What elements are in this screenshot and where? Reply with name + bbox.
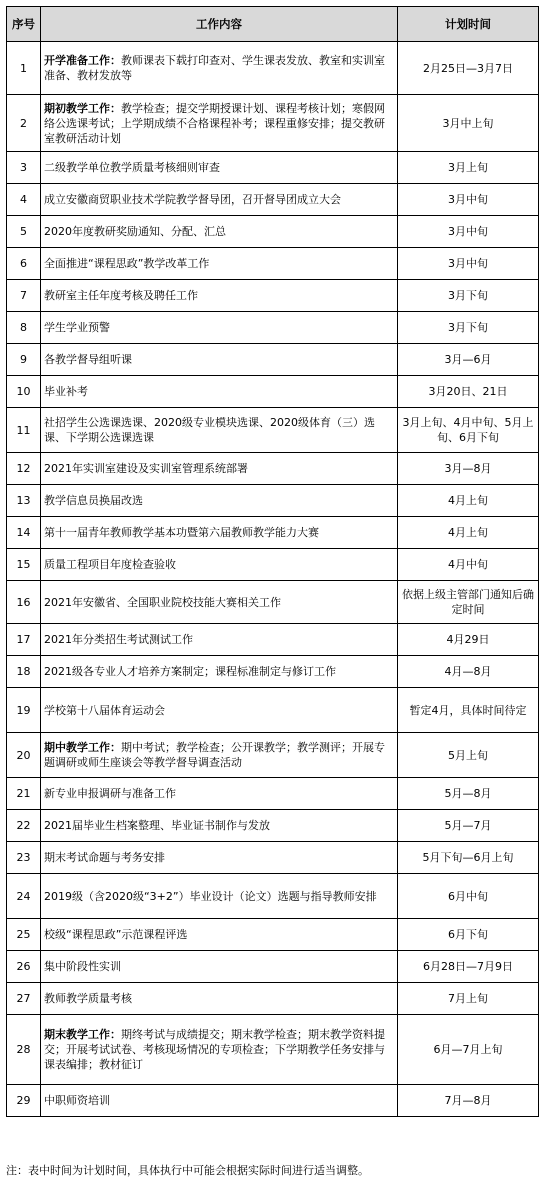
table-row: [7, 874, 539, 919]
footnote: 注：表中时间为计划时间，具体执行中可能会根据实际时间进行适当调整。: [6, 1164, 369, 1177]
row-content: [41, 184, 398, 216]
row-number: 24: [7, 874, 41, 919]
row-planned-time: 4月中旬: [398, 549, 539, 581]
row-content-text: 2021年安徽省、全国职业院校技能大赛相关工作: [44, 595, 281, 609]
row-content-text: 第十一届青年教师教学基本功暨第六届教师教学能力大赛: [44, 526, 319, 539]
row-planned-time: 6月中旬: [398, 874, 539, 919]
row-content: [41, 1085, 398, 1117]
row-planned-time: 3月20日、21日: [398, 376, 539, 408]
table-row: [7, 216, 539, 248]
row-content-text: 2021年分类招生考试测试工作: [44, 633, 193, 646]
row-number: 13: [7, 485, 41, 517]
row-number: 16: [7, 581, 41, 624]
row-number: 10: [7, 376, 41, 408]
row-content: [41, 951, 398, 983]
row-content-text: 校级“课程思政”示范课程评选: [44, 928, 188, 941]
row-number: 19: [7, 688, 41, 733]
table-row: [7, 312, 539, 344]
row-number: 20: [7, 733, 41, 778]
row-content-text: 2020年度教研奖励通知、分配、汇总: [44, 225, 226, 238]
row-content-text: 教学信息员换届改选: [44, 494, 143, 507]
table-row: [7, 408, 539, 453]
row-content-text: 教师教学质量考核: [44, 992, 132, 1005]
row-number: 28: [7, 1015, 41, 1085]
row-planned-time: 依据上级主管部门通知后确定时间: [398, 581, 539, 624]
row-planned-time: 3月—8月: [398, 453, 539, 485]
row-content: [41, 549, 398, 581]
row-content: [41, 312, 398, 344]
row-number: 29: [7, 1085, 41, 1117]
table-row: [7, 810, 539, 842]
row-planned-time: 7月上旬: [398, 983, 539, 1015]
row-planned-time: 3月中旬: [398, 216, 539, 248]
row-planned-time: 3月下旬: [398, 280, 539, 312]
row-content-text: 社招学生公选课选课、2020级专业模块选课、2020级体育（三）选课、下学期公选课选课: [44, 416, 375, 444]
row-content: [41, 983, 398, 1015]
row-planned-time: 5月—8月: [398, 778, 539, 810]
row-content-lead: 期末教学工作：: [44, 1028, 121, 1041]
row-number: 5: [7, 216, 41, 248]
row-planned-time: 4月—8月: [398, 656, 539, 688]
row-planned-time: 3月—6月: [398, 344, 539, 376]
table-row: [7, 1015, 539, 1085]
row-planned-time: 暂定4月，具体时间待定: [398, 688, 539, 733]
row-content-text: 期中考试；教学检查；公开课教学；教学测评；开展专题调研或师生座谈会等教学督导调查活动: [44, 741, 385, 769]
row-content-text: 2019级（含2020级“3+2”）毕业设计（论文）选题与指导教师安排: [44, 889, 377, 903]
table-row: [7, 1085, 539, 1117]
row-content-text: 集中阶段性实训: [44, 960, 121, 973]
table-row: [7, 549, 539, 581]
row-content: [41, 688, 398, 733]
row-planned-time: 3月上旬: [398, 152, 539, 184]
row-number: 9: [7, 344, 41, 376]
row-content: [41, 344, 398, 376]
header-time: 计划时间: [398, 7, 539, 42]
row-content: [41, 842, 398, 874]
row-content: [41, 1015, 398, 1085]
row-number: 6: [7, 248, 41, 280]
row-content: [41, 874, 398, 919]
row-content: [41, 778, 398, 810]
row-number: 26: [7, 951, 41, 983]
row-content: [41, 517, 398, 549]
row-content: [41, 453, 398, 485]
row-content-text: 学生学业预警: [44, 321, 110, 334]
row-planned-time: 5月—7月: [398, 810, 539, 842]
table-body: [7, 42, 539, 1117]
table-row: [7, 919, 539, 951]
row-content: [41, 810, 398, 842]
row-number: 22: [7, 810, 41, 842]
table-row: [7, 951, 539, 983]
row-planned-time: 4月上旬: [398, 517, 539, 549]
row-planned-time: 4月29日: [398, 624, 539, 656]
row-number: 17: [7, 624, 41, 656]
row-content-text: 新专业申报调研与准备工作: [44, 787, 176, 800]
row-planned-time: 6月—7月上旬: [398, 1015, 539, 1085]
row-content: [41, 216, 398, 248]
table-row: [7, 184, 539, 216]
row-number: 18: [7, 656, 41, 688]
work-plan-table: [6, 6, 539, 1117]
row-content: [41, 485, 398, 517]
row-planned-time: 3月中旬: [398, 184, 539, 216]
header-no: 序号: [7, 7, 41, 42]
row-planned-time: 3月下旬: [398, 312, 539, 344]
table-row: [7, 656, 539, 688]
row-content-lead: 开学准备工作：: [44, 54, 121, 67]
row-content-text: 期终考试与成绩提交；期末教学检查；期末教学资料提交；开展考试试卷、考核现场情况的专项检查；下学期教学任务安排与课表编排；教材征订: [44, 1028, 385, 1071]
row-content-text: 教研室主任年度考核及聘任工作: [44, 289, 198, 302]
table-row: [7, 983, 539, 1015]
row-planned-time: 6月28日—7月9日: [398, 951, 539, 983]
row-content-lead: 期初教学工作：: [44, 101, 121, 115]
table-row: [7, 778, 539, 810]
row-content-text: 2021届毕业生档案整理、毕业证书制作与发放: [44, 819, 270, 832]
row-number: 12: [7, 453, 41, 485]
table-header-row: [7, 7, 539, 42]
row-content: [41, 733, 398, 778]
row-content: [41, 376, 398, 408]
row-content: [41, 95, 398, 152]
table-row: [7, 95, 539, 152]
row-content: [41, 280, 398, 312]
row-content-text: 各教学督导组听课: [44, 353, 132, 366]
row-content: [41, 408, 398, 453]
row-number: 1: [7, 42, 41, 95]
row-content-text: 中职师资培训: [44, 1094, 110, 1107]
row-planned-time: 6月下旬: [398, 919, 539, 951]
row-content: [41, 624, 398, 656]
row-content-text: 全面推进“课程思政”教学改革工作: [44, 257, 210, 270]
row-planned-time: 7月—8月: [398, 1085, 539, 1117]
table-row: [7, 42, 539, 95]
row-content-text: 教学检查；提交学期授课计划、课程考核计划；寒假网络公选课考试；上学期成绩不合格课程补考；课程重修安排；提交教研室教研活动计划: [44, 101, 385, 145]
row-content-text: 2021年实训室建设及实训室管理系统部署: [44, 462, 248, 475]
row-planned-time: 2月25日—3月7日: [398, 42, 539, 95]
row-content-text: 成立安徽商贸职业技术学院教学督导团，召开督导团成立大会: [44, 193, 341, 206]
row-content: [41, 248, 398, 280]
table-row: [7, 280, 539, 312]
table-row: [7, 485, 539, 517]
table-row: [7, 453, 539, 485]
table-row: [7, 517, 539, 549]
row-content-text: 教师课表下载打印查对、学生课表发放、教室和实训室准备、教材发放等: [44, 54, 385, 82]
table-row: [7, 842, 539, 874]
row-content-text: 毕业补考: [44, 385, 88, 398]
row-number: 8: [7, 312, 41, 344]
row-planned-time: 3月中上旬: [398, 95, 539, 152]
table-row: [7, 581, 539, 624]
table-row: [7, 376, 539, 408]
row-planned-time: 5月上旬: [398, 733, 539, 778]
row-number: 3: [7, 152, 41, 184]
row-content: [41, 656, 398, 688]
row-content-text: 学校第十八届体育运动会: [44, 703, 165, 717]
table-row: [7, 152, 539, 184]
row-number: 21: [7, 778, 41, 810]
row-number: 27: [7, 983, 41, 1015]
header-content: 工作内容: [41, 7, 398, 42]
row-number: 15: [7, 549, 41, 581]
row-content-text: 2021级各专业人才培养方案制定；课程标准制定与修订工作: [44, 665, 336, 678]
row-number: 11: [7, 408, 41, 453]
table-row: [7, 688, 539, 733]
row-content: [41, 152, 398, 184]
row-content-lead: 期中教学工作：: [44, 741, 121, 754]
row-planned-time: 5月下旬—6月上旬: [398, 842, 539, 874]
table-row: [7, 248, 539, 280]
row-content: [41, 42, 398, 95]
row-number: 7: [7, 280, 41, 312]
row-number: 4: [7, 184, 41, 216]
row-content-text: 二级教学单位教学质量考核细则审查: [44, 161, 220, 174]
row-number: 25: [7, 919, 41, 951]
row-planned-time: 3月上旬、4月中旬、5月上旬、6月下旬: [398, 408, 539, 453]
row-content: [41, 919, 398, 951]
row-number: 14: [7, 517, 41, 549]
row-number: 23: [7, 842, 41, 874]
row-content-text: 期末考试命题与考务安排: [44, 851, 165, 864]
row-content: [41, 581, 398, 624]
table-row: [7, 344, 539, 376]
row-planned-time: 4月上旬: [398, 485, 539, 517]
row-planned-time: 3月中旬: [398, 248, 539, 280]
row-number: 2: [7, 95, 41, 152]
table-row: [7, 733, 539, 778]
table-row: [7, 624, 539, 656]
row-content-text: 质量工程项目年度检查验收: [44, 558, 176, 571]
